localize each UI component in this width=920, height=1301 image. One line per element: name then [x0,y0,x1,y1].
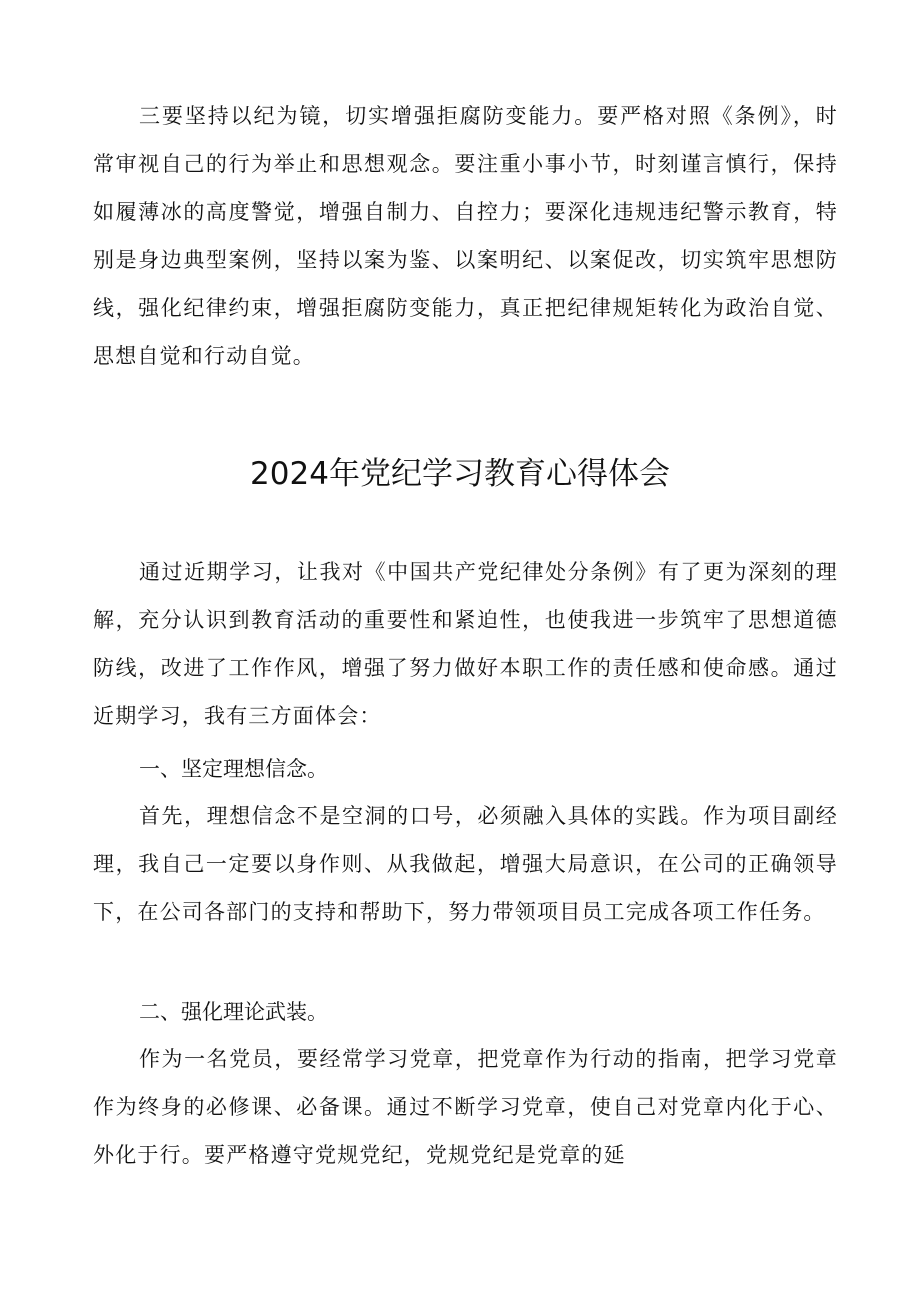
section-two-heading: 二、强化理论武装。 [139,1000,328,1024]
paragraph-intro: 三要坚持以纪为镜，切实增强拒腐防变能力。要严格对照《条例》，时常审视自己的行为举止和思想观念。要注重小事小节，时刻谨言慎行，保持如履薄冰的高度警觉，增强自制力、自控力；要深化违规违纪警示教育，特别是身边典型案例，坚持以案为鉴、以案明纪、以案促改，切实筑牢思想防线，强化纪律约束，增强拒腐防变能力，真正把纪律规矩转化为政治自觉、思想自觉和行动自觉。 [93,104,838,368]
document-title: 2024年党纪学习教育心得体会 [250,456,670,492]
section-one-heading: 一、坚定理想信念。 [139,757,328,781]
paragraph-opening: 通过近期学习，让我对《中国共产党纪律处分条例》有了更为深刻的理解，充分认识到教育活动的重要性和紧迫性，也使我进一步筑牢了思想道德防线，改进了工作作风，增强了努力做好本职工作的责任感和使命感。通过近期学习，我有三方面体会： [93,560,838,728]
section-one-body: 首先，理想信念不是空洞的口号，必须融入具体的实践。作为项目副经理，我自己一定要以身作则、从我做起，增强大局意识，在公司的正确领导下，在公司各部门的支持和帮助下，努力带领项目员工完成各项工作任务。 [93,804,838,924]
section-two-body: 作为一名党员，要经常学习党章，把党章作为行动的指南，把学习党章作为终身的必修课、必备课。通过不断学习党章，使自己对党章内化于心、外化于行。要严格遵守党规党纪，党规党纪是党章的延 [93,1047,838,1167]
